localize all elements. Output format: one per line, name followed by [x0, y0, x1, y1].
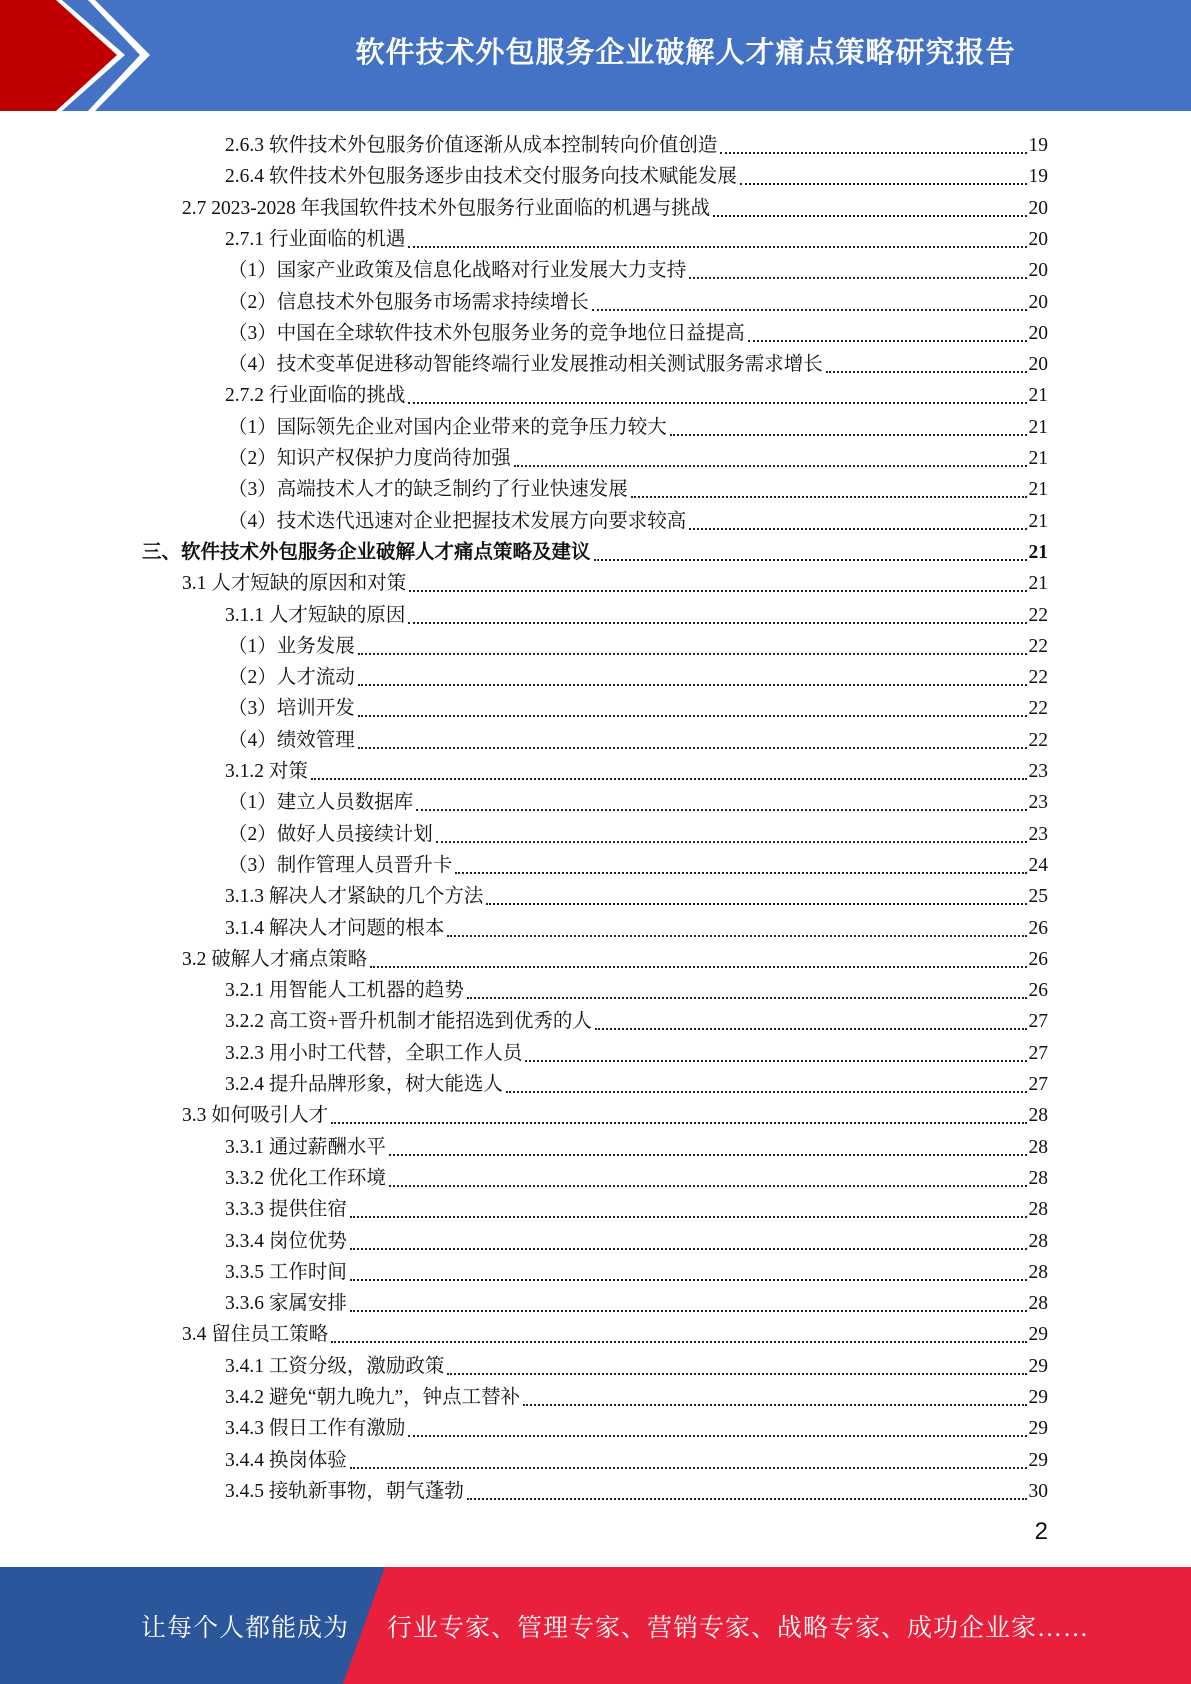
toc-entry-page: 21 [1028, 510, 1048, 532]
toc-entry-page: 21 [1028, 416, 1048, 438]
toc-entry[interactable] [225, 598, 1048, 629]
toc-entry-title: 3.2.4 提升品牌形象，树大能选人 [225, 1074, 503, 1095]
toc-dot-leader [408, 622, 1026, 624]
toc-entry-title: 3.1.3 解决人才紧缺的几个方法 [225, 886, 484, 908]
toc-entry[interactable] [182, 1317, 1048, 1348]
toc-entry[interactable] [225, 911, 1048, 942]
toc-entry-page: 29 [1028, 1355, 1048, 1377]
toc-dot-leader [689, 528, 1026, 530]
toc-dot-leader [350, 1279, 1027, 1281]
toc-entry[interactable] [228, 785, 1048, 816]
toc-entry-title: 3.3 如何吸引人才 [182, 1105, 329, 1127]
toc-entry[interactable] [225, 1349, 1048, 1380]
toc-dot-leader [594, 559, 1027, 561]
toc-dot-leader [436, 841, 1027, 843]
toc-dot-leader [358, 747, 1027, 749]
toc-entry-title: 3.4.4 换岗体验 [225, 1449, 347, 1471]
report-title: 软件技术外包服务企业破解人才痛点策略研究报告 [355, 34, 1016, 69]
toc-dot-leader [408, 246, 1026, 248]
toc-entry-page: 26 [1028, 980, 1048, 1002]
toc-dot-leader [506, 1091, 1027, 1093]
toc-entry[interactable] [225, 973, 1048, 1004]
toc-entry-title: 3.4 留住员工策略 [182, 1324, 329, 1346]
toc-dot-leader [514, 465, 1027, 467]
toc-entry-title: （2）信息技术外包服务市场需求持续增长 [228, 291, 589, 313]
toc-entry-page: 28 [1028, 1230, 1048, 1252]
footer-slogan-left: 让每个人都能成为 [140, 1614, 349, 1642]
toc-entry[interactable] [228, 848, 1048, 879]
toc-entry[interactable] [228, 472, 1048, 503]
toc-entry-page: 29 [1028, 1324, 1048, 1346]
toc-entry[interactable] [225, 1161, 1048, 1192]
header-banner [0, 0, 1191, 111]
toc-entry[interactable] [225, 1255, 1048, 1286]
toc-dot-leader [350, 1467, 1027, 1469]
toc-entry[interactable] [225, 879, 1048, 910]
toc-entry-title: 2.6.4 软件技术外包服务逐步由技术交付服务向技术赋能发展 [225, 166, 737, 188]
toc-entry[interactable] [225, 1004, 1048, 1035]
toc-dot-leader [389, 1185, 1027, 1187]
toc-dot-leader [748, 340, 1027, 342]
toc-entry[interactable] [228, 723, 1048, 754]
toc-dot-leader [447, 1373, 1026, 1375]
toc-dot-leader [350, 1216, 1027, 1218]
toc-entry-title: 3.3.4 岗位优势 [225, 1230, 347, 1252]
toc-dot-leader [595, 1028, 1027, 1030]
toc-dot-leader [408, 402, 1026, 404]
toc-entry-page: 22 [1028, 635, 1048, 657]
toc-entry-page: 23 [1028, 823, 1048, 845]
toc-entry[interactable] [228, 629, 1048, 660]
toc-dot-leader [447, 935, 1026, 937]
toc-entry[interactable] [225, 1192, 1048, 1223]
toc-entry[interactable] [225, 1067, 1048, 1098]
toc-entry[interactable] [225, 1130, 1048, 1161]
toc-dot-leader [486, 903, 1026, 905]
toc-entry[interactable] [225, 378, 1048, 409]
toc-entry-page: 22 [1028, 667, 1048, 689]
toc-entry-page: 20 [1028, 322, 1048, 344]
toc-entry-page: 22 [1028, 698, 1048, 720]
toc-entry-title: （1）建立人员数据库 [228, 792, 414, 814]
toc-entry[interactable] [228, 410, 1048, 441]
toc-dot-leader [467, 1498, 1027, 1500]
toc-entry-title: 3.3.3 提供住宿 [225, 1199, 347, 1221]
toc-dot-leader [416, 809, 1026, 811]
toc-entry[interactable] [225, 1036, 1048, 1067]
footer-slogan-right: 行业专家、管理专家、营销专家、战略专家、成功企业家…… [386, 1614, 1089, 1642]
toc-entry-page: 21 [1028, 448, 1048, 469]
toc-entry-title: 3.4.5 接轨新事物，朝气蓬勃 [225, 1480, 464, 1502]
toc-entry-page: 20 [1028, 354, 1048, 376]
toc-entry-title: 2.7.1 行业面临的机遇 [225, 228, 406, 250]
toc-entry[interactable] [228, 660, 1048, 691]
toc-dot-leader [592, 309, 1027, 311]
toc-entry-title: 3.1.1 人才短缺的原因 [225, 604, 406, 626]
toc-dot-leader [409, 590, 1026, 592]
toc-entry-title: （4）技术变革促进移动智能终端行业发展推动相关测试服务需求增长 [228, 354, 823, 376]
toc-entry-page: 29 [1028, 1449, 1048, 1471]
toc-entry-page: 19 [1028, 166, 1048, 188]
toc-dot-leader [455, 872, 1026, 874]
toc-entry-page: 22 [1028, 729, 1048, 751]
toc-entry-title: （1）国家产业政策及信息化战略对行业发展大力支持 [228, 260, 687, 282]
toc-dot-leader [740, 183, 1027, 185]
toc-entry-title: 三、软件技术外包服务企业破解人才痛点策略及建议 [142, 541, 591, 563]
toc-dot-leader [523, 1404, 1026, 1406]
toc-entry-page: 21 [1028, 385, 1048, 407]
toc-entry-page: 20 [1028, 228, 1048, 250]
toc-entry-page: 20 [1028, 197, 1048, 219]
toc-entry-title: （1）国际领先企业对国内企业带来的竞争压力较大 [228, 416, 667, 438]
toc-entry-page: 27 [1028, 1011, 1048, 1033]
toc-dot-leader [631, 496, 1027, 498]
toc-entry[interactable] [228, 441, 1048, 472]
toc-dot-leader [358, 715, 1027, 717]
toc-entry-title: 3.2.1 用智能人工机器的趋势 [225, 980, 464, 1002]
toc-entry-title: （3）高端技术人才的缺乏制约了行业快速发展 [228, 479, 628, 501]
toc-entry-page: 28 [1028, 1261, 1048, 1283]
toc-dot-leader [331, 1341, 1026, 1343]
toc-entry[interactable] [228, 504, 1048, 535]
toc-entry-page: 24 [1028, 854, 1048, 876]
toc-entry[interactable] [182, 1098, 1048, 1129]
toc-entry-page: 21 [1028, 479, 1048, 501]
toc-entry-page: 28 [1028, 1167, 1048, 1189]
header-arrow-decoration [0, 0, 160, 111]
toc-entry[interactable] [225, 1286, 1048, 1317]
toc-entry-title: 3.3.5 工作时间 [225, 1261, 347, 1283]
toc-entry-title: （2）人才流动 [228, 667, 355, 689]
toc-entry-title: 3.3.6 家属安排 [225, 1293, 347, 1315]
toc-dot-leader [689, 277, 1026, 279]
toc-entry-title: 3.3.1 通过薪酬水平 [225, 1136, 386, 1158]
toc-entry-title: 2.6.3 软件技术外包服务价值逐渐从成本控制转向价值创造 [225, 135, 718, 156]
toc-dot-leader [358, 684, 1027, 686]
toc-entry-page: 28 [1028, 1199, 1048, 1221]
toc-entry-page: 30 [1028, 1480, 1048, 1502]
toc-entry-page: 27 [1028, 1074, 1048, 1095]
toc-dot-leader [350, 1310, 1027, 1312]
toc-entry-title: 3.1 人才短缺的原因和对策 [182, 573, 407, 595]
toc-entry-title: （3）培训开发 [228, 698, 355, 720]
toc-entry-page: 28 [1028, 1293, 1048, 1315]
toc-entry[interactable] [228, 285, 1048, 316]
toc-entry[interactable] [225, 159, 1048, 190]
toc-entry-page: 27 [1028, 1042, 1048, 1064]
toc-dot-leader [370, 966, 1026, 968]
toc-entry-page: 23 [1028, 792, 1048, 814]
toc-entry-title: 3.4.1 工资分级，激励政策 [225, 1355, 445, 1377]
toc-entry-title: 3.1.2 对策 [225, 761, 308, 782]
toc-dot-leader [358, 653, 1027, 655]
toc-entry[interactable] [182, 566, 1048, 597]
toc-entry-title: 3.3.2 优化工作环境 [225, 1167, 386, 1189]
toc-entry-title: （3）制作管理人员晋升卡 [228, 854, 453, 876]
page-number: 2 [1034, 1518, 1048, 1545]
toc-entry-page: 26 [1028, 917, 1048, 939]
toc-dot-leader [525, 1060, 1026, 1062]
toc-entry-page: 28 [1028, 1105, 1048, 1127]
toc-entry[interactable] [182, 942, 1048, 973]
toc-entry-title: 3.2.2 高工资+晋升机制才能招选到优秀的人 [225, 1011, 592, 1033]
toc-entry-title: 3.4.2 避免“朝九晚九”，钟点工替补 [225, 1387, 521, 1408]
toc-entry-title: （3）中国在全球软件技术外包服务业务的竞争地位日益提高 [228, 322, 745, 344]
toc-entry[interactable] [228, 316, 1048, 347]
toc-entry-page: 26 [1028, 948, 1048, 970]
toc-dot-leader [350, 1248, 1027, 1250]
toc-dot-leader [331, 1122, 1026, 1124]
toc-entry[interactable] [225, 1443, 1048, 1474]
toc-entry-title: （2）做好人员接续计划 [228, 823, 433, 845]
toc-entry[interactable] [228, 691, 1048, 722]
toc-entry[interactable] [225, 1224, 1048, 1255]
toc-entry[interactable] [228, 253, 1048, 284]
toc-entry-page: 21 [1028, 573, 1048, 595]
toc-entry-page: 23 [1028, 761, 1048, 782]
toc-entry-page: 29 [1028, 1387, 1048, 1408]
toc-entry-title: 2.7 2023-2028 年我国软件技术外包服务行业面临的机遇与挑战 [182, 197, 711, 219]
toc-entry-title: 3.4.3 假日工作有激励 [225, 1418, 406, 1440]
toc-dot-leader [713, 215, 1026, 217]
toc-entry-page: 28 [1028, 1136, 1048, 1158]
toc-dot-leader [720, 152, 1026, 154]
toc-dot-leader [670, 434, 1027, 436]
toc-entry-page: 20 [1028, 291, 1048, 313]
toc-entry[interactable] [225, 1411, 1048, 1442]
footer-banner [0, 1567, 1191, 1684]
toc-dot-leader [311, 778, 1027, 780]
toc-dot-leader [389, 1154, 1027, 1156]
toc-entry-page: 20 [1028, 260, 1048, 282]
toc-entry[interactable] [228, 817, 1048, 848]
toc-entry-title: 3.2 破解人才痛点策略 [182, 948, 368, 970]
toc-entry[interactable] [182, 191, 1048, 222]
toc-entry-title: 3.1.4 解决人才问题的根本 [225, 917, 445, 939]
toc-entry[interactable] [225, 128, 1048, 159]
toc-entry[interactable] [225, 222, 1048, 253]
toc-dot-leader [408, 1435, 1026, 1437]
toc-dot-leader [467, 997, 1027, 999]
toc-entry[interactable] [225, 754, 1048, 785]
toc-entry[interactable] [225, 1474, 1048, 1505]
toc-entry-page: 19 [1028, 135, 1048, 156]
toc-entry-page: 21 [1028, 541, 1048, 563]
toc-entry-page: 25 [1028, 886, 1048, 908]
toc-entry-title: （2）知识产权保护力度尚待加强 [228, 448, 511, 469]
toc-entry[interactable] [225, 1380, 1048, 1411]
toc-dot-leader [826, 371, 1027, 373]
toc-entry-title: 2.7.2 行业面临的挑战 [225, 385, 406, 407]
toc-entry[interactable] [228, 347, 1048, 378]
toc-entry-title: 3.2.3 用小时工代替，全职工作人员 [225, 1042, 523, 1064]
toc-entry[interactable] [142, 535, 1048, 566]
toc-entry-title: （4）技术迭代迅速对企业把握技术发展方向要求较高 [228, 510, 687, 532]
toc-entry-page: 22 [1028, 604, 1048, 626]
toc-entry-title: （4）绩效管理 [228, 729, 355, 751]
toc-entry-title: （1）业务发展 [228, 635, 355, 657]
toc-entry-page: 29 [1028, 1418, 1048, 1440]
